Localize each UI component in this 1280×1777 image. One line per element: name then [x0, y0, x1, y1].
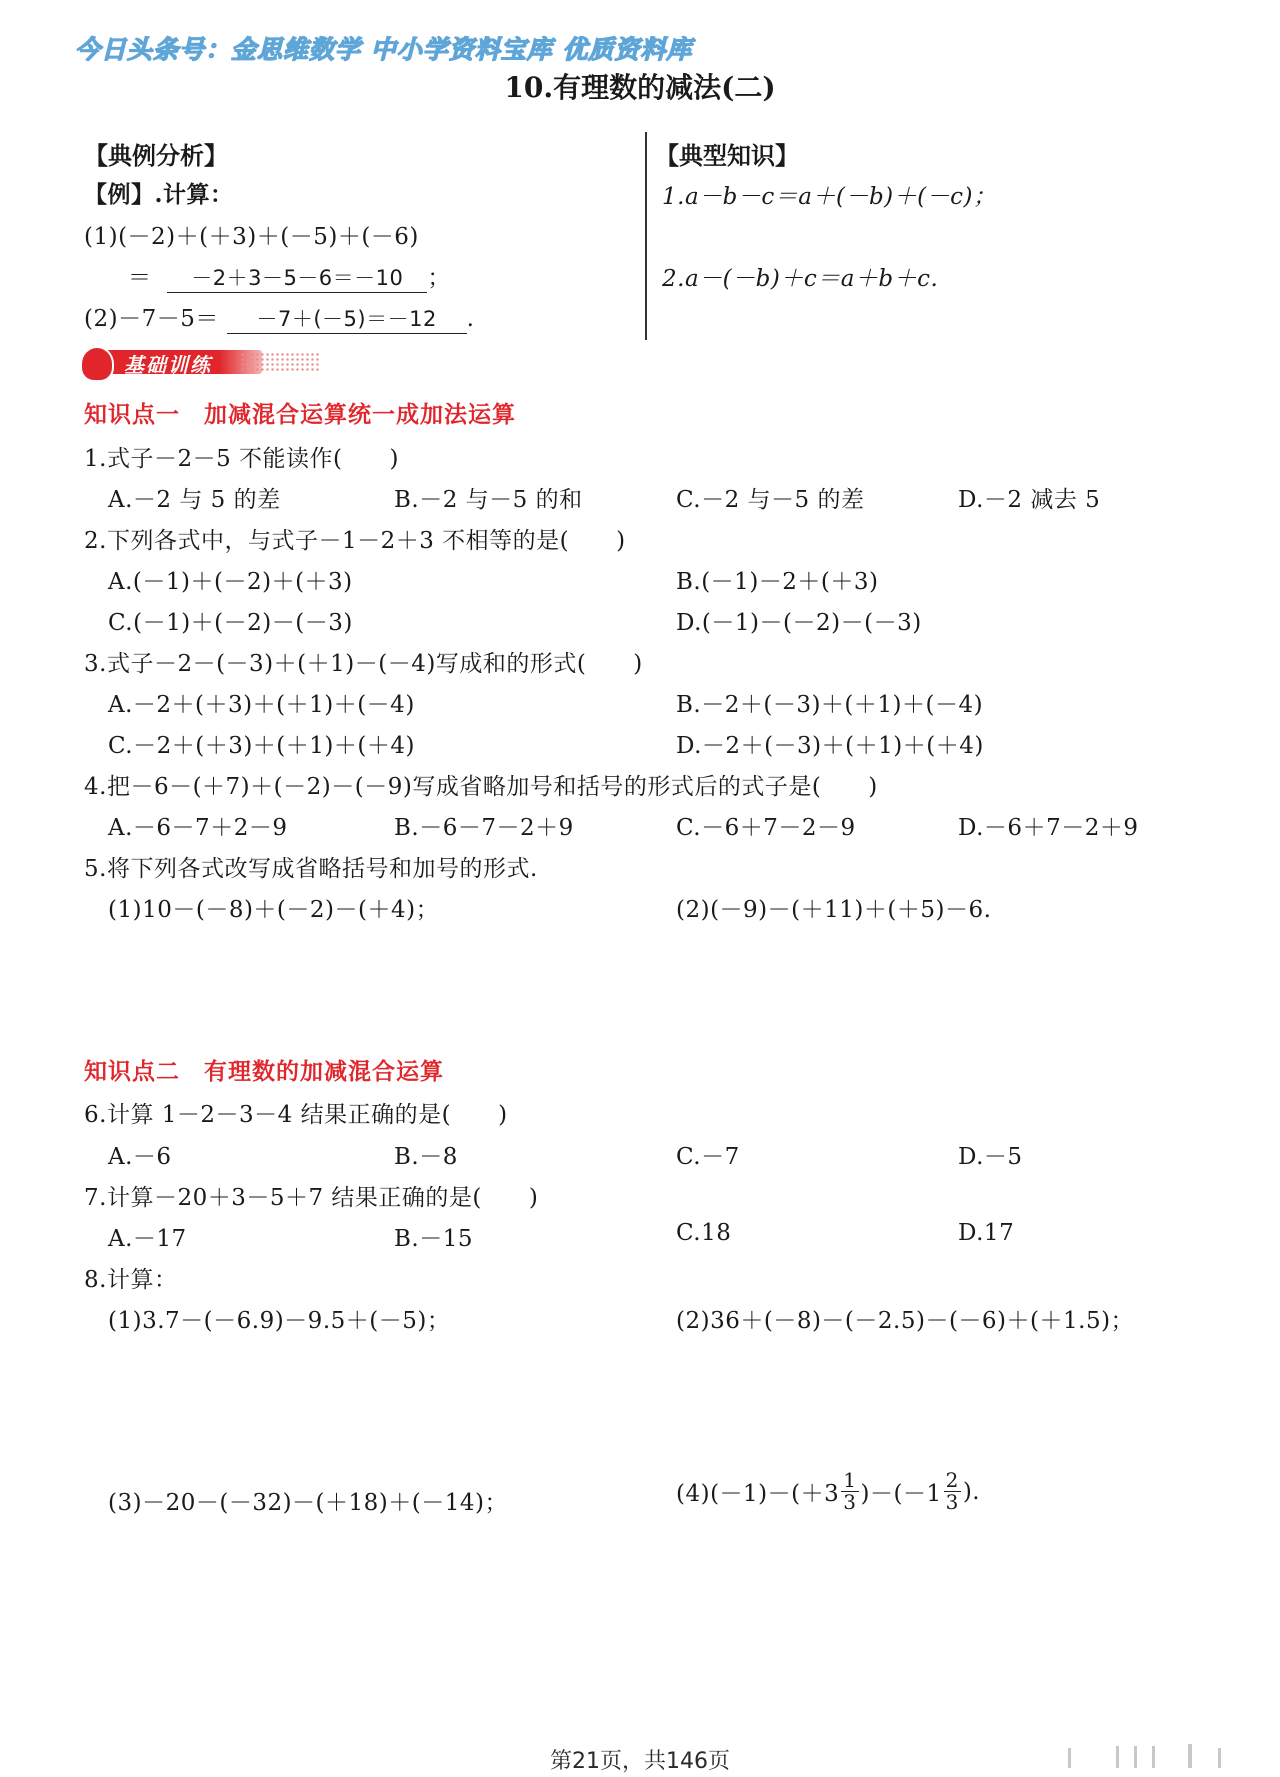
column-divider — [645, 132, 647, 340]
answer-2-punct: . — [466, 306, 475, 332]
question-1-option-d: D.－2 减去 5 — [958, 487, 1101, 513]
question-7-option-a: A.－17 — [108, 1226, 187, 1252]
question-2-option-d: D.(－1)－(－2)－(－3) — [676, 610, 922, 636]
question-7-stem: 7.计算－20＋3－5＋7 结果正确的是( ) — [84, 1185, 539, 1211]
question-3-option-b: B.－2＋(－3)＋(＋1)＋(－4) — [676, 692, 984, 718]
badge-label: 基础训练 — [124, 353, 212, 377]
question-4-stem: 4.把－6－(＋7)＋(－2)－(－9)写成省略加号和括号的形式后的式子是( ) — [84, 774, 878, 800]
fraction-two-thirds — [944, 1470, 961, 1513]
fraction-1-numerator: 1 — [843, 1468, 857, 1492]
question-5-part-1: (1)10－(－8)＋(－2)－(＋4)； — [108, 897, 440, 923]
fraction-2-numerator: 2 — [945, 1468, 959, 1492]
page-title: 10.有理数的减法(二) — [504, 71, 776, 104]
example-answer-line-1 — [128, 259, 451, 293]
question-3-option-a: A.－2＋(＋3)＋(＋1)＋(－4) — [108, 692, 415, 718]
example-problem-2-expr: (2)－7－5＝ — [84, 306, 219, 332]
knowledge-point-1-heading: 知识点一 加减混合运算统一成加法运算 — [84, 402, 516, 428]
question-1-stem: 1.式子－2－5 不能读作( ) — [84, 446, 399, 472]
question-6-option-a: A.－6 — [108, 1144, 172, 1170]
mascot-icon — [80, 346, 114, 382]
question-2-stem: 2.下列各式中，与式子－1－2＋3 不相等的是( ) — [84, 528, 626, 554]
question-5-stem: 5.将下列各式改写成省略括号和加号的形式. — [84, 856, 538, 882]
question-8-part-3: (3)－20－(－32)－(＋18)＋(－14)； — [108, 1490, 508, 1516]
question-2-option-b: B.(－1)－2＋(＋3) — [676, 569, 879, 595]
question-7-option-d: D.17 — [958, 1220, 1015, 1246]
question-4-option-a: A.－6－7＋2－9 — [108, 815, 288, 841]
basic-training-badge — [80, 346, 320, 380]
question-2-option-c: C.(－1)＋(－2)－(－3) — [108, 610, 353, 636]
question-8-part-2: (2)36＋(－8)－(－2.5)－(－6)＋(＋1.5)； — [676, 1308, 1135, 1334]
example-heading: 【典例分析】 — [84, 141, 228, 170]
question-3-option-d: D.－2＋(－3)＋(＋1)＋(＋4) — [676, 733, 984, 759]
question-8-stem: 8.计算： — [84, 1267, 178, 1293]
equals-sign: ＝ — [128, 265, 152, 291]
knowledge-point-2-heading: 知识点二 有理数的加减混合运算 — [84, 1059, 444, 1085]
badge-dots — [240, 352, 320, 372]
question-4-option-c: C.－6＋7－2－9 — [676, 815, 856, 841]
fraction-1-denominator: 3 — [843, 1490, 857, 1514]
question-6-option-c: C.－7 — [676, 1144, 740, 1170]
question-1-option-c: C.－2 与－5 的差 — [676, 487, 865, 513]
question-1-option-a: A.－2 与 5 的差 — [108, 487, 281, 513]
question-2-option-a: A.(－1)＋(－2)＋(＋3) — [108, 569, 353, 595]
part-4-middle: )－(－1 — [860, 1481, 942, 1507]
answer-1-punct: ； — [427, 265, 451, 291]
question-1-option-b: B.－2 与－5 的和 — [394, 487, 583, 513]
question-4-option-b: B.－6－7－2＋9 — [394, 815, 574, 841]
fraction-one-third — [841, 1470, 858, 1513]
question-8-part-1: (1)3.7－(－6.9)－9.5＋(－5)； — [108, 1308, 451, 1334]
knowledge-item-1: 1.a－b－c＝a＋(－b)＋(－c)； — [662, 184, 997, 210]
question-8-part-4 — [676, 1470, 980, 1513]
question-3-option-c: C.－2＋(＋3)＋(＋1)＋(＋4) — [108, 733, 415, 759]
corner-marks — [1068, 1738, 1238, 1772]
part-4-prefix: (4)(－1)－(＋3 — [676, 1481, 840, 1507]
question-7-option-c: C.18 — [676, 1220, 732, 1246]
part-4-end: ). — [962, 1478, 981, 1505]
example-answer-1: －2＋3－5－6＝－10 — [167, 262, 427, 293]
example-label: 【例】.计算： — [84, 181, 234, 208]
watermark-text: 今日头条号：金思维数学 中小学资料宝库 优质资料库 — [75, 35, 693, 64]
question-3-stem: 3.式子－2－(－3)＋(＋1)－(－4)写成和的形式( ) — [84, 651, 643, 677]
question-6-option-d: D.－5 — [958, 1144, 1023, 1170]
example-answer-2: －7＋(－5)＝－12 — [227, 303, 467, 334]
example-problem-1: (1)(－2)＋(＋3)＋(－5)＋(－6) — [84, 224, 419, 250]
example-problem-2 — [84, 300, 474, 334]
question-5-part-2: (2)(－9)－(＋11)＋(＋5)－6. — [676, 897, 992, 923]
question-7-option-b: B.－15 — [394, 1226, 473, 1252]
knowledge-item-2: 2.a－(－b)＋c＝a＋b＋c. — [662, 266, 939, 292]
fraction-2-denominator: 3 — [945, 1490, 959, 1514]
page-counter: 第21页，共146页 — [550, 1749, 730, 1774]
knowledge-heading: 【典型知识】 — [655, 141, 799, 170]
question-4-option-d: D.－6＋7－2＋9 — [958, 815, 1139, 841]
question-6-stem: 6.计算 1－2－3－4 结果正确的是( ) — [84, 1102, 508, 1128]
question-6-option-b: B.－8 — [394, 1144, 458, 1170]
